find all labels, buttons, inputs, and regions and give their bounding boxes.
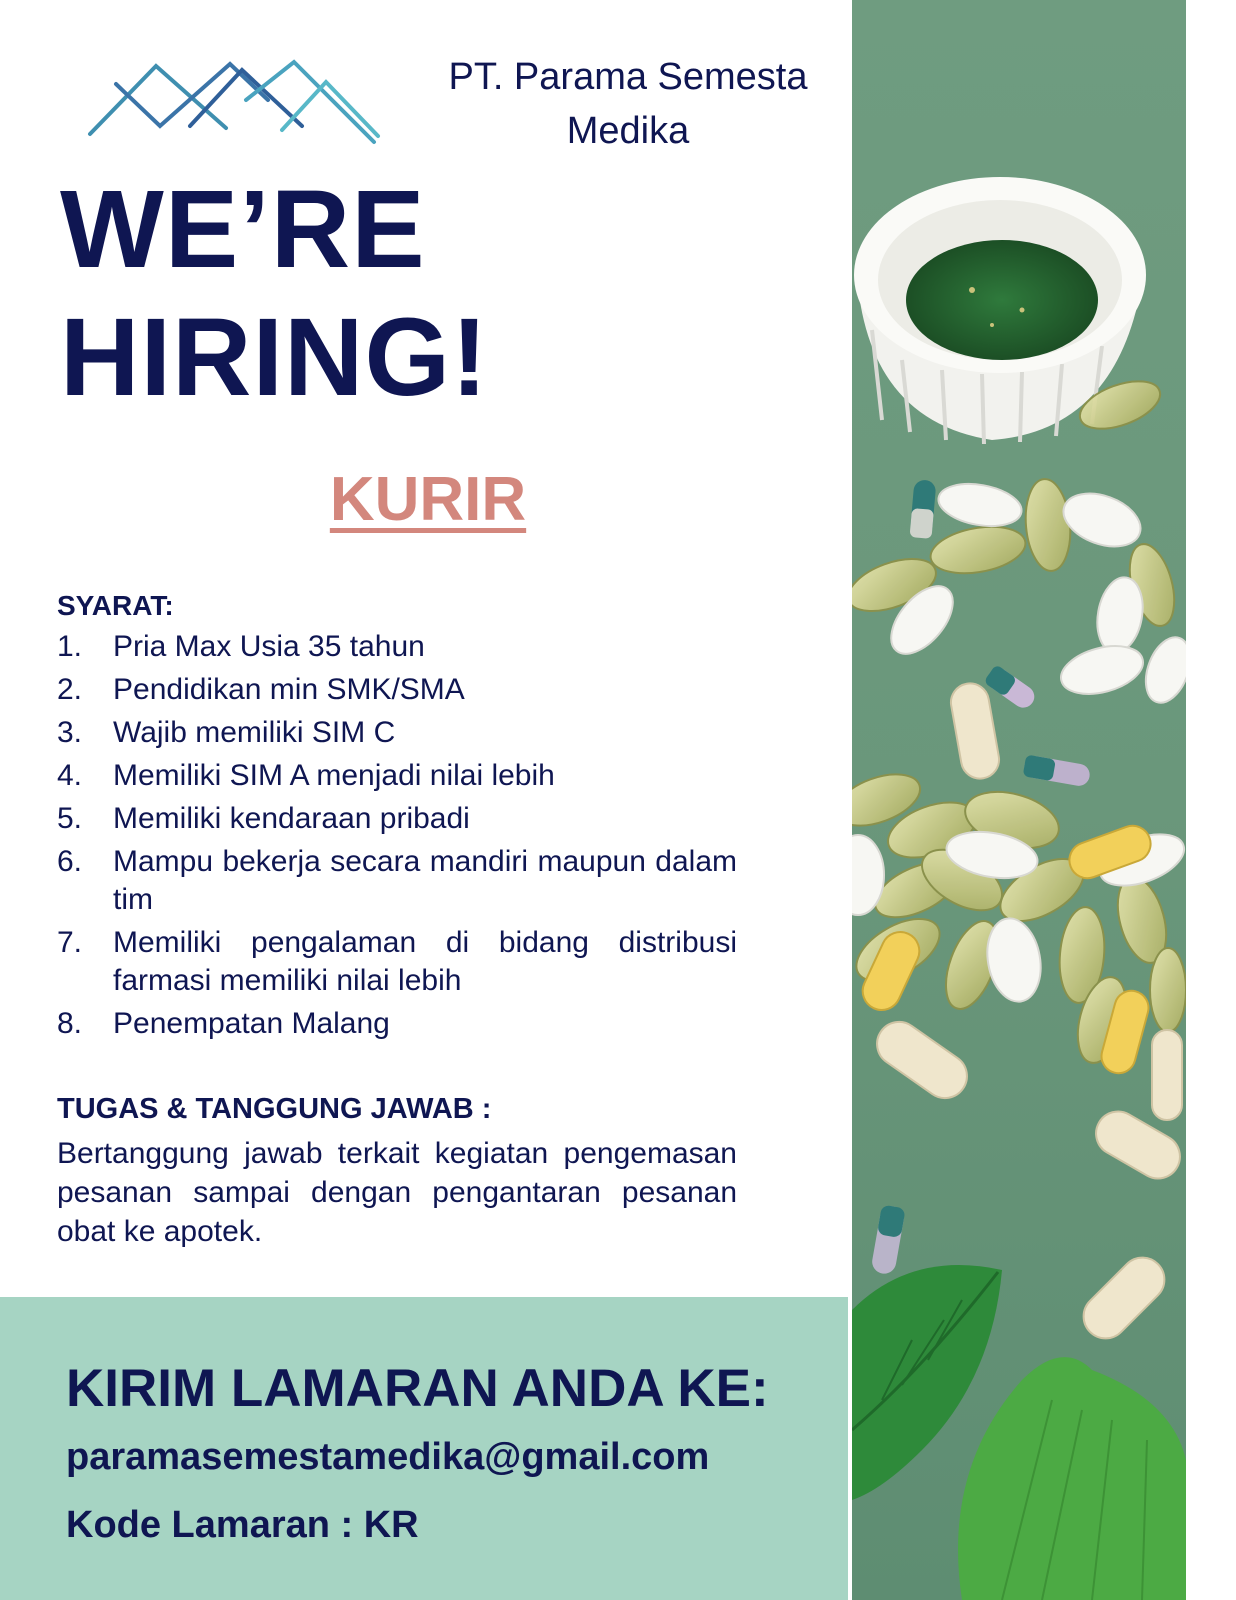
requirement-number: 1. bbox=[57, 630, 83, 663]
requirement-text: Memiliki pengalaman di bidang distribusi farmasi memiliki nilai lebih bbox=[113, 926, 737, 997]
apply-title: KIRIM LAMARAN ANDA KE: bbox=[66, 1359, 769, 1418]
requirement-item bbox=[57, 843, 737, 919]
requirement-number: 5. bbox=[57, 802, 83, 835]
requirement-number: 4. bbox=[57, 759, 83, 792]
duties-heading: TUGAS & TANGGUNG JAWAB : bbox=[57, 1093, 492, 1125]
requirement-text: Pendidikan min SMK/SMA bbox=[113, 673, 465, 706]
requirement-text: Pria Max Usia 35 tahun bbox=[113, 630, 425, 663]
requirement-text: Wajib memiliki SIM C bbox=[113, 716, 396, 749]
application-code: Kode Lamaran : KR bbox=[66, 1504, 419, 1546]
page-margin-strip bbox=[1186, 0, 1236, 1600]
headline-line1: WE’RE bbox=[60, 168, 426, 291]
requirements-heading: SYARAT: bbox=[57, 590, 174, 621]
requirement-number: 3. bbox=[57, 716, 83, 749]
requirement-number: 8. bbox=[57, 1007, 83, 1040]
pills-and-herbs-photo bbox=[852, 0, 1186, 1600]
requirement-number: 7. bbox=[57, 926, 83, 959]
duties-text: Bertanggung jawab terkait kegiatan pengemasan pesanan sampai dengan pengantaran pesanan obat ke apotek. bbox=[57, 1137, 737, 1248]
requirements-list bbox=[57, 628, 737, 1048]
requirement-item bbox=[57, 800, 737, 838]
requirement-item bbox=[57, 1005, 737, 1043]
company-logo bbox=[86, 56, 382, 150]
requirement-number: 6. bbox=[57, 845, 83, 878]
company-name-line2: Medika bbox=[566, 110, 690, 152]
requirement-text: Penempatan Malang bbox=[113, 1007, 390, 1040]
company-name bbox=[418, 50, 838, 158]
requirement-item bbox=[57, 671, 737, 709]
company-name-line1: PT. Parama Semesta bbox=[448, 56, 808, 98]
hiring-headline bbox=[60, 166, 489, 422]
apply-email: paramasemestamedika@gmail.com bbox=[66, 1436, 710, 1478]
requirement-number: 2. bbox=[57, 673, 83, 706]
requirement-item bbox=[57, 628, 737, 666]
requirement-text: Memiliki kendaraan pribadi bbox=[113, 802, 470, 835]
requirement-item bbox=[57, 757, 737, 795]
requirement-item bbox=[57, 924, 737, 1000]
requirement-item bbox=[57, 714, 737, 752]
requirement-text: Memiliki SIM A menjadi nilai lebih bbox=[113, 759, 555, 792]
requirement-text: Mampu bekerja secara mandiri maupun dalam tim bbox=[113, 845, 737, 916]
headline-line2: HIRING! bbox=[60, 296, 489, 419]
position-title: KURIR bbox=[329, 465, 527, 534]
